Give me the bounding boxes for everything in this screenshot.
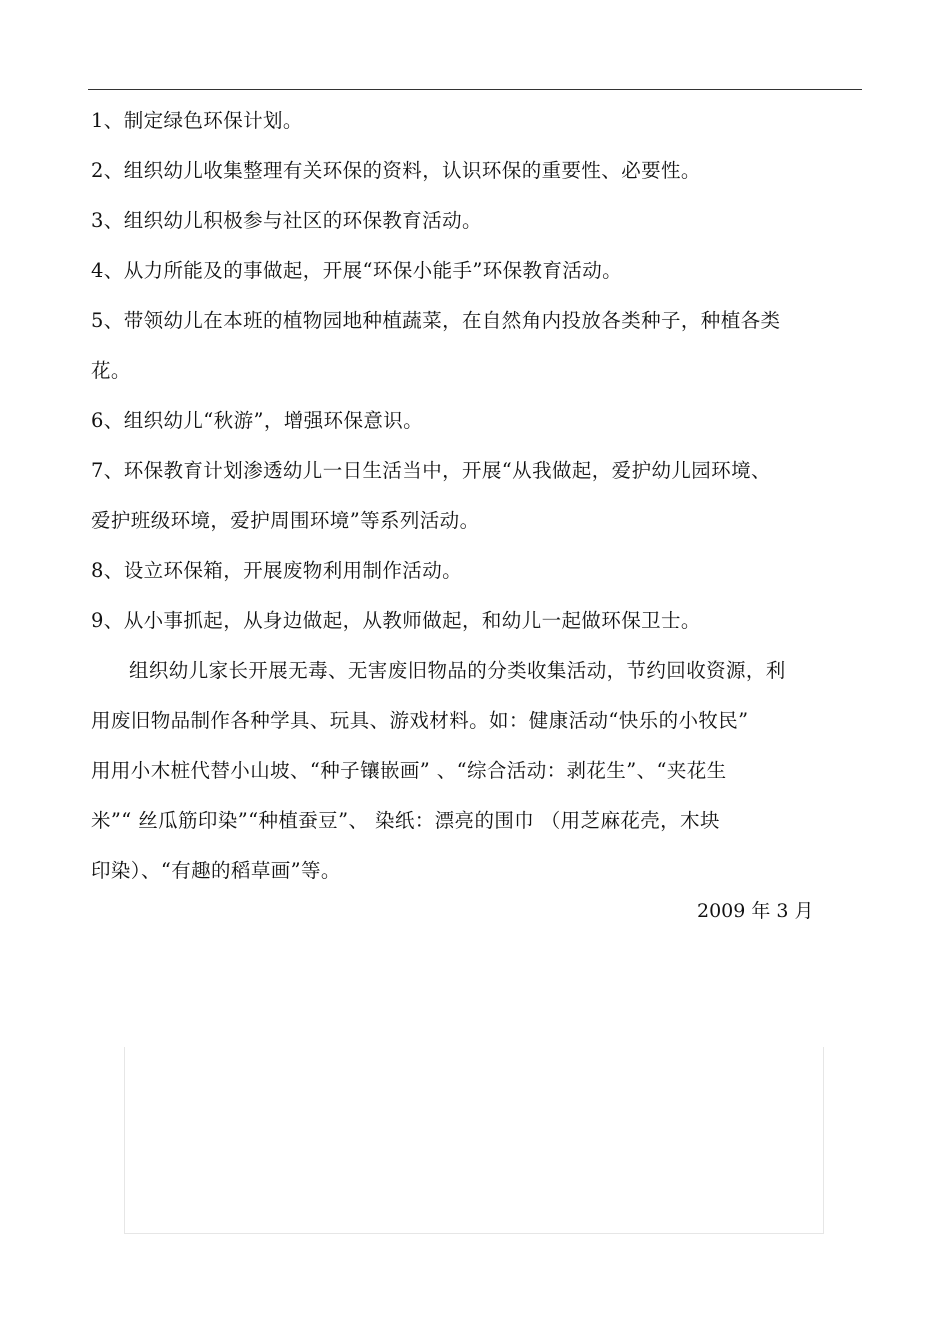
list-item: 6、组织幼儿“秋游”，增强环保意识。 <box>91 409 424 432</box>
document-body <box>91 96 865 896</box>
list-item: 2、组织幼儿收集整理有关环保的资料，认识环保的重要性、必要性。 <box>91 159 701 182</box>
paragraph-line: 组织幼儿家长开展无毒、无害废旧物品的分类收集活动，节约回收资源，利 <box>129 659 786 682</box>
paragraph-line: 用废旧物品制作各种学具、玩具、游戏材料。如：健康活动“快乐的小牧民” <box>91 709 749 732</box>
list-item: 5、带领幼儿在本班的植物园地种植蔬菜，在自然角内投放各类种子，种植各类 <box>91 309 781 332</box>
paragraph-line: 米”“ 丝瓜筋印染”“种植蚕豆”、 染纸：漂亮的围巾 （用芝麻花壳，木块 <box>91 809 720 832</box>
list-item-continuation: 花。 <box>91 359 131 382</box>
header-rule <box>88 89 862 90</box>
paragraph-line: 用用小木桩代替小山坡、“种子镶嵌画” 、“综合活动：剥花生”、“夹花生 <box>91 759 727 782</box>
list-item: 3、组织幼儿积极参与社区的环保教育活动。 <box>91 209 482 232</box>
paragraph-line: 印染）、“有趣的稻草画”等。 <box>91 859 341 882</box>
list-item: 7、环保教育计划渗透幼儿一日生活当中，开展“从我做起，爱护幼儿园环境、 <box>91 459 771 482</box>
body-paragraph <box>91 646 865 896</box>
list-item: 8、设立环保箱，开展废物利用制作活动。 <box>91 559 463 582</box>
list-item: 1、制定绿色环保计划。 <box>91 109 303 132</box>
document-date: 2009 年 3 月 <box>697 900 814 922</box>
list-item: 4、从力所能及的事做起，开展“环保小能手”环保教育活动。 <box>91 259 623 282</box>
blank-frame <box>124 1047 824 1234</box>
list-item-continuation: 爱护班级环境，爱护周围环境”等系列活动。 <box>91 509 480 532</box>
list-item: 9、从小事抓起，从身边做起，从教师做起，和幼儿一起做环保卫士。 <box>91 609 701 632</box>
